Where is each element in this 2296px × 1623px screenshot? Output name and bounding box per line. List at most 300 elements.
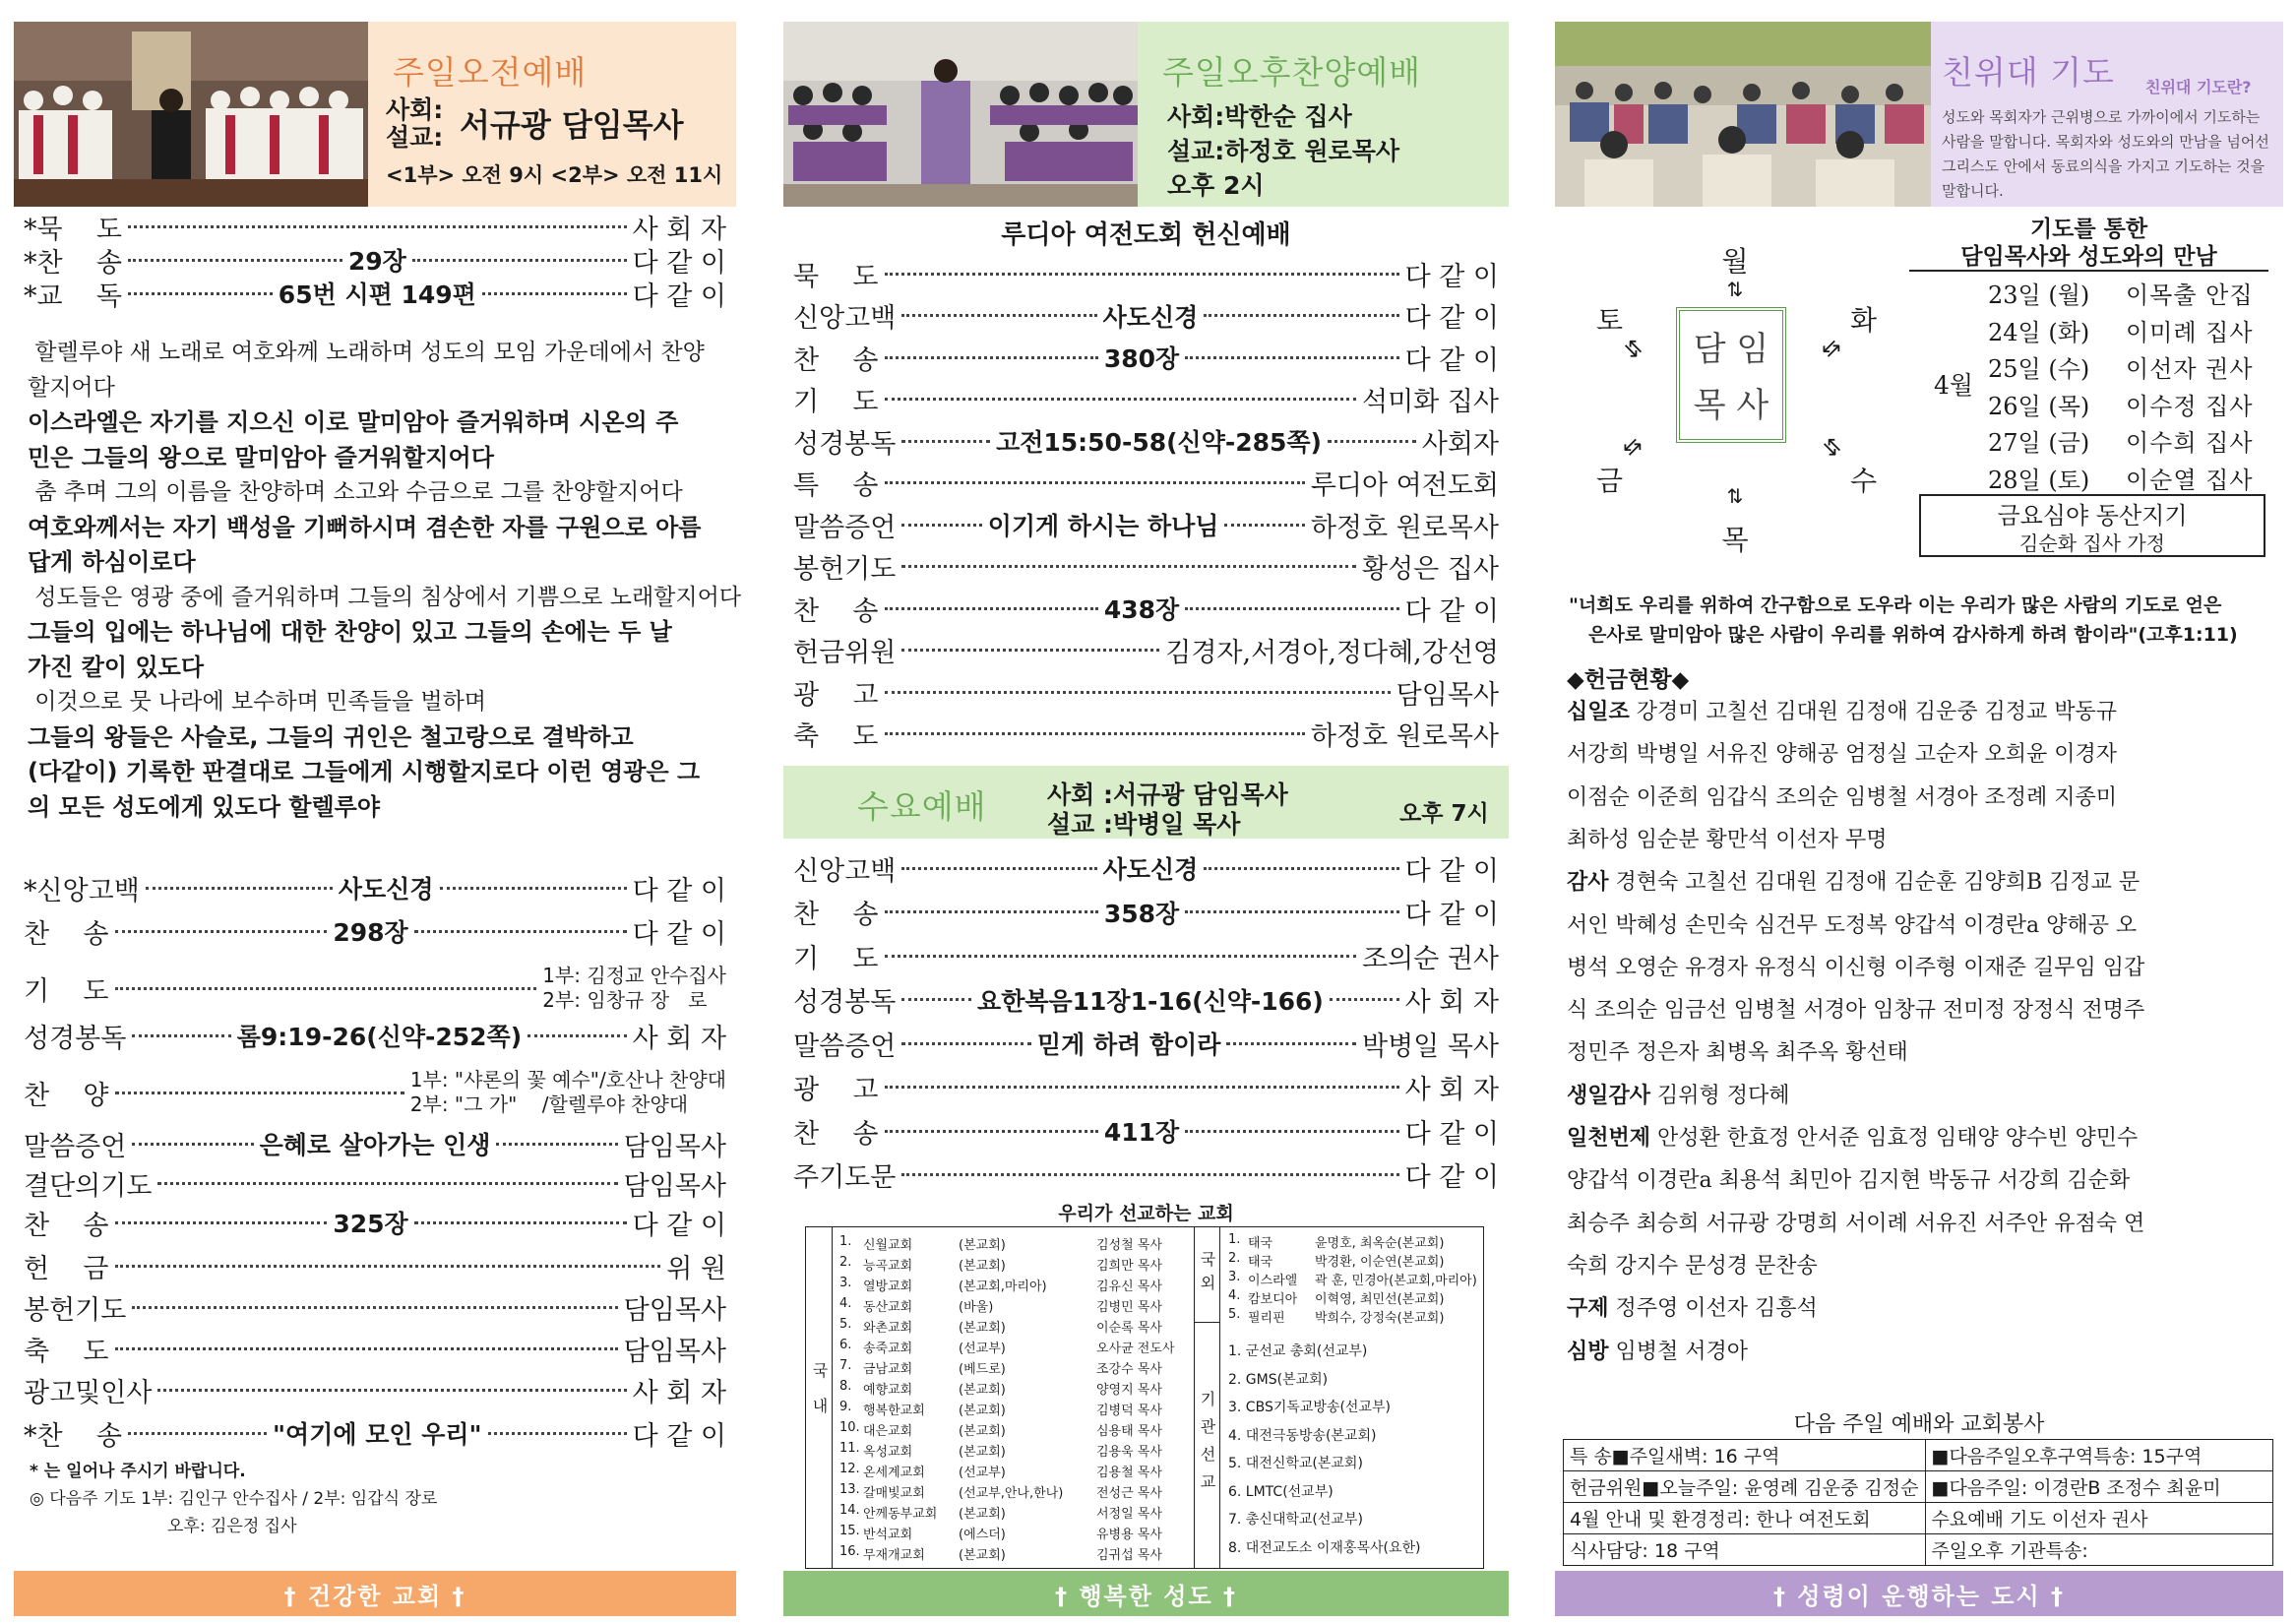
order-person: 김경자,서경아,정다혜,강선영	[1165, 638, 1499, 668]
domestic-label: 국내	[807, 1226, 833, 1569]
order-label: 축 도	[24, 1336, 109, 1367]
leader-dots	[115, 987, 537, 990]
order-person: 다 같 이	[632, 281, 726, 312]
leader-dots	[901, 649, 1159, 652]
domestic-cell: 조강수 목사	[1096, 1362, 1162, 1377]
morning-preacher: 서규광 담임목사	[460, 106, 684, 144]
order-label: *교 독	[24, 281, 122, 312]
order-row	[24, 1372, 726, 1407]
order-label: 봉헌기도	[793, 554, 897, 585]
order-row	[24, 276, 726, 311]
next-week-row	[1564, 1440, 2273, 1471]
order-row	[24, 1331, 726, 1366]
order-row	[793, 717, 1499, 752]
order-label: 헌 금	[24, 1253, 109, 1284]
reading-line: 의 모든 성도에게 있도다 할렐루야	[28, 792, 380, 821]
order-content: 411장	[1103, 1118, 1180, 1147]
org-item: 1. 군선교 총회(선교부)	[1228, 1343, 1368, 1359]
domestic-cell: 김성철 목사	[1096, 1238, 1162, 1253]
leader-dots	[885, 910, 1098, 913]
next-week-table	[1563, 1439, 2273, 1566]
leader-dots	[488, 1432, 627, 1435]
leader-dots	[901, 314, 1096, 317]
foreign-cell: 태국	[1248, 1236, 1273, 1251]
reading-line: 할렐루야 새 노래로 여호와께 노래하며 성도의 모임 가운데에서 찬양	[28, 340, 705, 365]
order-person: 다 같 이	[1404, 1162, 1499, 1193]
foreign-cell: 이스라엘	[1248, 1274, 1298, 1288]
offering-title: ◆헌금현황◆	[1567, 667, 1690, 693]
leader-dots	[1185, 607, 1398, 610]
diag-arrow-icon: ⇆	[1816, 334, 1847, 364]
next-week-row	[1564, 1503, 2273, 1534]
day-fri: 금	[1596, 465, 1624, 497]
domestic-cell: (본교회)	[959, 1548, 1006, 1563]
offering-line	[1567, 951, 2144, 981]
order-person: 하정호 원로목사	[1310, 721, 1499, 752]
meeting-title-1: 기도를 통한	[2029, 217, 2148, 242]
leader-dots	[1185, 910, 1398, 913]
schedule-date: 24일 (화)	[1988, 318, 2090, 346]
next-week-cell: ■다음주일: 이경란B 조정수 최윤미	[1925, 1471, 2273, 1503]
leader-dots	[414, 930, 627, 933]
next-week-cell: 수요예배 기도 이선자 권사	[1925, 1503, 2273, 1534]
order-person: 사회자	[1421, 428, 1499, 460]
offering-line	[1567, 780, 2117, 811]
domestic-cell: 김귀섭 목사	[1096, 1548, 1162, 1563]
offering-names: 병석 오영순 유경자 유정식 이신형 이주형 이재준 길무임 임갑	[1567, 955, 2145, 980]
order-label: 주기도문	[793, 1162, 897, 1193]
order-label: 축 도	[793, 721, 879, 752]
leader-dots	[901, 440, 990, 443]
desc-line: 사람을 말합니다. 목회자와 성도와의 만남을 넘어선	[1942, 133, 2269, 151]
next-week-cell: 특 송■주일새벽: 16 구역	[1564, 1440, 1926, 1471]
order-content: 사도신경	[1102, 855, 1199, 884]
order-person: 담임목사	[623, 1336, 726, 1367]
leader-dots	[1185, 356, 1398, 359]
offering-names: 양갑석 이경란a 최용석 최민아 김지현 박동규 서강희 김순화	[1567, 1168, 2131, 1194]
prayer-title: 친위대 기도	[1942, 53, 2115, 92]
order-label: *신앙고백	[24, 875, 140, 906]
leader-dots	[527, 1034, 626, 1037]
next-week-cell: 주일오후 기관특송:	[1925, 1534, 2273, 1566]
order-row	[24, 870, 726, 905]
leader-dots	[157, 1182, 617, 1185]
diag-arrow-icon: ⇆	[1617, 334, 1648, 364]
footer-spirit-city: † 성령이 운행하는 도시 †	[1555, 1571, 2283, 1616]
next-week-cell: 4월 안내 및 환경정리: 한나 여전도회	[1564, 1503, 1926, 1534]
order-label: 찬 양	[24, 1080, 109, 1111]
order-person: 사 회 자	[1404, 1075, 1499, 1105]
next-week-row	[1564, 1471, 2273, 1503]
schedule-name: 이수희 집사	[2126, 429, 2254, 457]
leader-dots	[482, 292, 627, 295]
domestic-cell: 대은교회	[863, 1424, 913, 1439]
leader-dots	[885, 607, 1098, 610]
desc-line: 성도와 목회자가 근위병으로 가까이에서 기도하는	[1942, 108, 2261, 126]
order-label: 찬 송	[24, 1210, 109, 1241]
domestic-cell: 옥성교회	[863, 1445, 913, 1460]
order-row	[24, 209, 726, 244]
order-row	[793, 1026, 1499, 1061]
order-label: 기 도	[24, 975, 109, 1007]
order-label: 찬 송	[24, 918, 109, 950]
leader-dots	[1204, 314, 1398, 317]
desc-line: 그리스도 안에서 동료의식을 가지고 기도하는 것을	[1942, 157, 2265, 175]
offering-line	[1567, 695, 2117, 725]
leader-dots	[901, 1042, 1031, 1045]
day-wed: 수	[1850, 465, 1878, 497]
footer-healthy-church: † 건강한 교회 †	[14, 1571, 736, 1616]
domestic-cell: (바울)	[959, 1300, 994, 1315]
prayer-meeting-photo	[1555, 22, 1931, 207]
wednesday-preacher: 설교 :박병일 목사	[1047, 810, 1241, 839]
domestic-cell: (선교부)	[959, 1466, 1006, 1480]
domestic-cell: (본교회)	[959, 1321, 1006, 1336]
order-label: 봉헌기도	[24, 1294, 127, 1326]
afternoon-time: 오후 2시	[1167, 171, 1265, 200]
domestic-cell: 3.	[839, 1276, 852, 1290]
order-content: "여기에 모인 우리"	[273, 1420, 482, 1449]
order-content: 380장	[1103, 344, 1180, 373]
offering-line	[1567, 1207, 2144, 1237]
order-part2: 2부: 임창규 장 로	[542, 988, 708, 1012]
order-content: 이기게 하시는 하나님	[987, 512, 1219, 540]
schedule-date: 23일 (월)	[1988, 281, 2090, 309]
offering-names: 경현숙 고칠선 김대원 김정애 김순훈 김양희B 김정교 문	[1608, 870, 2141, 896]
next-prayer-note: ◎ 다음주 기도 1부: 김인구 안수집사 / 2부: 임갑식 장로	[30, 1489, 438, 1509]
order-row	[793, 1157, 1499, 1193]
reading-line: 가진 칼이 있도다	[28, 653, 204, 681]
schedule-date: 27일 (금)	[1988, 429, 2090, 457]
order-row	[793, 982, 1499, 1018]
leader-dots	[885, 398, 1357, 401]
order-label: 신앙고백	[793, 303, 897, 334]
order-person: 사 회 자	[632, 214, 726, 245]
domestic-cell: 금남교회	[863, 1362, 913, 1377]
domestic-cell: 김병민 목사	[1096, 1300, 1162, 1315]
order-person: 다 같 이	[632, 918, 727, 950]
order-person: 석미화 집사	[1362, 387, 1499, 417]
offering-names: 숙희 강지수 문성경 문찬송	[1567, 1253, 1818, 1279]
leader-dots	[115, 1265, 661, 1268]
order-person: 조의순 권사	[1362, 943, 1499, 974]
diag-arrow-icon: ⇆	[1617, 432, 1648, 463]
order-row	[24, 1065, 726, 1120]
offering-line	[1567, 1291, 1818, 1322]
order-content: 29장	[347, 247, 406, 276]
order-row	[24, 1248, 726, 1283]
leader-dots	[885, 691, 1391, 694]
order-row	[793, 633, 1499, 668]
reading-line: 그들의 입에는 하나님에 대한 찬양이 있고 그들의 손에는 두 날	[28, 618, 672, 646]
domestic-cell: 안께동부교회	[863, 1507, 938, 1522]
schedule-date: 28일 (토)	[1988, 466, 2090, 494]
domestic-cell: 4.	[839, 1296, 852, 1311]
domestic-cell: (선교부,안나,한나)	[959, 1486, 1064, 1501]
domestic-cell: (본교회)	[959, 1404, 1006, 1418]
offering-line	[1567, 1249, 1818, 1280]
order-person: 사 회 자	[1404, 987, 1500, 1018]
leader-dots	[1185, 1130, 1398, 1133]
offering-line	[1567, 1163, 2130, 1194]
leader-dots	[132, 1143, 253, 1146]
wednesday-leader: 사회 :서규광 담임목사	[1047, 780, 1288, 809]
offering-category: 생일감사	[1567, 1083, 1651, 1108]
order-person: 위 원	[666, 1253, 726, 1284]
leader-dots	[496, 1143, 617, 1146]
domestic-cell: 6.	[839, 1338, 852, 1352]
afternoon-preacher: 설교:하정호 원로목사	[1167, 137, 1400, 165]
domestic-cell: 9.	[839, 1400, 852, 1414]
reading-line: 이것으로 뭇 나라에 보수하며 민족들을 벌하며	[28, 689, 487, 715]
order-row	[793, 938, 1499, 973]
afternoon-subtitle: 루디아 여전도회 헌신예배	[1001, 220, 1291, 250]
domestic-cell: 16.	[839, 1544, 860, 1559]
order-label: 광 고	[793, 1075, 879, 1105]
next-week-title: 다음 주일 예배와 교회봉사	[1793, 1412, 2045, 1437]
order-person: 사 회 자	[632, 1377, 726, 1408]
stand-note: * 는 일어나 주시기 바랍니다.	[30, 1462, 246, 1481]
arrow-up-down-icon: ⇅	[1726, 278, 1744, 301]
order-person: 다 같 이	[1404, 261, 1499, 292]
leader-dots	[885, 1086, 1399, 1089]
order-label: 기 도	[793, 943, 879, 974]
order-person: 박병일 목사	[1362, 1030, 1500, 1062]
schedule-date: 26일 (목)	[1988, 392, 2090, 420]
domestic-cell: 무재개교회	[863, 1548, 925, 1563]
desc-line: 말합니다.	[1942, 182, 2004, 200]
leader-label: 사회:	[386, 95, 444, 124]
order-label: 말씀증언	[24, 1131, 127, 1162]
leader-dots	[901, 565, 1356, 568]
footer-happy-saints: † 행복한 성도 †	[783, 1571, 1509, 1616]
offering-names: 정민주 정은자 최병옥 최주옥 황선태	[1567, 1040, 1908, 1066]
leader-dots	[885, 955, 1357, 958]
org-item: 5. 대전신학교(본교회)	[1228, 1456, 1363, 1471]
org-item: 7. 총신대학교(선교부)	[1228, 1512, 1363, 1528]
order-label: 성경봉독	[24, 1023, 127, 1054]
domestic-cell: 반석교회	[863, 1528, 913, 1542]
domestic-cell: 1.	[839, 1234, 852, 1249]
domestic-cell: 예향교회	[863, 1383, 913, 1398]
afternoon-leader: 사회:박한순 집사	[1167, 102, 1352, 131]
domestic-cell: 능곡교회	[863, 1259, 913, 1274]
domestic-cell: (본교회)	[959, 1259, 1006, 1274]
domestic-cell: 와촌교회	[863, 1321, 913, 1336]
order-row	[793, 1113, 1499, 1149]
order-person: 다 같 이	[632, 247, 726, 279]
arrow-up-down-icon: ⇅	[1726, 484, 1744, 508]
offering-names: 김위형 정다혜	[1650, 1083, 1790, 1108]
order-row	[24, 242, 726, 278]
domestic-cell: 13.	[839, 1482, 860, 1497]
order-person: 담임목사	[623, 1170, 726, 1202]
leader-dots	[132, 1034, 230, 1037]
domestic-cell: (본교회)	[959, 1507, 1006, 1522]
order-person: 담임목사	[623, 1294, 726, 1326]
order-row	[24, 1415, 726, 1451]
order-row	[793, 507, 1499, 542]
day-mon: 월	[1721, 245, 1749, 278]
order-part1: 1부: "샤론의 꽃 예수"/호산나 찬양대	[409, 1068, 726, 1092]
foreign-cell: 박희수, 강정숙(본교회)	[1315, 1311, 1445, 1326]
offering-names: 서강희 박병일 서유진 양해공 엄정실 고순자 오희윤 이경자	[1567, 742, 2118, 768]
domestic-cell: (선교부)	[959, 1342, 1006, 1356]
order-person: 다 같 이	[1404, 855, 1500, 887]
day-thu: 목	[1721, 524, 1749, 556]
offering-line	[1567, 865, 2140, 896]
org-item: 6. LMTC(선교부)	[1228, 1483, 1334, 1500]
foreign-cell: 윤명호, 최옥순(본교회)	[1315, 1236, 1445, 1251]
order-label: 헌금위원	[793, 638, 897, 668]
domestic-cell: 12.	[839, 1462, 860, 1476]
order-content: 325장	[333, 1210, 408, 1238]
org-item: 2. GMS(본교회)	[1228, 1371, 1329, 1388]
domestic-cell: 7.	[839, 1358, 852, 1373]
domestic-cell: 송죽교회	[863, 1342, 913, 1356]
order-row	[24, 1018, 726, 1053]
leader-dots	[901, 998, 971, 1001]
org-item: 3. CBS기독교방송(선교부)	[1228, 1400, 1391, 1415]
next-week-cell: 식사담당: 18 구역	[1564, 1534, 1926, 1566]
foreign-cell: 박경환, 이순연(본교회)	[1315, 1255, 1445, 1270]
schedule-name: 이순열 집사	[2126, 466, 2254, 494]
domestic-cell: 14.	[839, 1503, 860, 1518]
offering-category: 구제	[1567, 1296, 1609, 1322]
foreign-cell: 4.	[1228, 1288, 1241, 1303]
order-label: 기 도	[793, 387, 879, 417]
afternoon-title: 주일오후찬양예배	[1162, 53, 1422, 92]
morning-service-column	[14, 22, 742, 1616]
pastor-center-2: 목 사	[1693, 386, 1769, 425]
domestic-cell: 신월교회	[863, 1238, 913, 1253]
leader-dots	[1226, 1042, 1356, 1045]
order-row	[24, 1165, 726, 1201]
preacher-label: 설교:	[386, 123, 444, 152]
domestic-cell: (본교회)	[959, 1424, 1006, 1439]
leader-dots	[128, 1432, 267, 1435]
order-multi	[542, 964, 726, 1013]
order-content: 사도신경	[338, 875, 434, 904]
reading-line: 할지어다	[28, 374, 115, 401]
leader-dots	[128, 292, 273, 295]
offering-line	[1567, 1121, 2138, 1152]
domestic-cell: 양영지 목사	[1096, 1383, 1162, 1398]
org-label: 기관선교	[1195, 1323, 1220, 1569]
order-row	[24, 1205, 726, 1240]
pastor-center-1: 담 임	[1693, 330, 1769, 369]
order-row	[793, 591, 1499, 626]
order-content: 고전15:50-58(신약-285쪽)	[996, 428, 1322, 457]
domestic-cell: 동산교회	[863, 1300, 913, 1315]
order-row	[793, 256, 1499, 291]
offering-names: 정주영 이선자 김흥석	[1608, 1296, 1818, 1322]
order-person: 다 같 이	[1404, 1118, 1500, 1150]
order-label: 찬 송	[793, 900, 879, 930]
order-content: 은혜로 살아가는 인생	[259, 1131, 491, 1159]
schedule-name: 이수정 집사	[2126, 392, 2254, 420]
order-person: 담임목사	[623, 1131, 727, 1162]
domestic-cell: 김병덕 목사	[1096, 1404, 1162, 1418]
foreign-cell: 태국	[1248, 1255, 1273, 1270]
wednesday-time: 오후 7시	[1399, 801, 1489, 827]
prayer-question: 친위대 기도란?	[2145, 78, 2252, 96]
order-person: 다 같 이	[1404, 344, 1500, 376]
order-row	[793, 298, 1499, 334]
order-content: 롬9:19-26(신약-252쪽)	[236, 1023, 523, 1051]
domestic-cell: 온세계교회	[863, 1466, 925, 1480]
foreign-cell: 곽 훈, 민경아(본교회,마리아)	[1315, 1274, 1477, 1288]
next-week-row	[1564, 1534, 2273, 1566]
order-row	[793, 1070, 1499, 1105]
domestic-cell: (본교회)	[959, 1238, 1006, 1253]
offering-names: 임병철 서경아	[1608, 1339, 1749, 1364]
next-week-cell: 헌금위원■오늘주일: 윤영례 김운중 김정순	[1564, 1471, 1926, 1503]
leader-dots	[885, 732, 1305, 735]
order-row	[793, 382, 1499, 417]
domestic-cell: 8.	[839, 1379, 852, 1394]
domestic-cell: (본교회)	[959, 1445, 1006, 1460]
order-label: 말씀증언	[793, 512, 897, 543]
leader-dots	[115, 930, 328, 933]
reading-line: 여호와께서는 자기 백성을 기뻐하시며 겸손한 자를 구원으로 아름	[28, 513, 702, 541]
leader-dots	[885, 273, 1399, 276]
offering-names: 식 조의순 임금선 임병철 서경아 임창규 전미정 장정식 전명주	[1567, 998, 2145, 1024]
domestic-cell: 김용욱 목사	[1096, 1445, 1162, 1460]
order-content: 사도신경	[1102, 302, 1199, 332]
reading-line: (다같이) 기록한 판결대로 그들에게 시행할지로다 이런 영광은 그	[28, 758, 701, 785]
leader-dots	[1224, 524, 1304, 527]
leader-dots	[115, 1347, 618, 1350]
offering-line	[1567, 908, 2137, 939]
leader-dots	[414, 1221, 627, 1224]
order-label: 성경봉독	[793, 428, 897, 460]
order-label: *묵 도	[24, 214, 122, 245]
order-row	[24, 1126, 726, 1161]
wednesday-title: 수요예배	[857, 787, 987, 826]
domestic-cell: (본교회)	[959, 1383, 1006, 1398]
offering-line	[1567, 993, 2144, 1024]
domestic-cell: 2.	[839, 1255, 852, 1270]
order-content: 358장	[1103, 899, 1180, 928]
domestic-cell: (베드로)	[959, 1362, 1006, 1377]
order-label: 광 고	[793, 679, 879, 711]
order-part1: 1부: 김정교 안수집사	[542, 964, 726, 987]
foreign-cell: 필리핀	[1248, 1311, 1285, 1326]
offering-category: 감사	[1567, 870, 1609, 896]
domestic-cell: (에스더)	[959, 1528, 1006, 1542]
offering-names: 안성환 한효정 안서준 임효정 임태양 양수빈 양민수	[1650, 1126, 2139, 1151]
day-tue: 화	[1850, 304, 1878, 337]
order-person: 다 같 이	[632, 875, 727, 906]
order-content: 438장	[1103, 595, 1180, 624]
order-person: 다 같 이	[1404, 900, 1500, 930]
domestic-cell: 행복한교회	[863, 1404, 925, 1418]
order-person: 다 같 이	[632, 1210, 727, 1241]
leader-dots	[901, 1173, 1398, 1176]
order-label: 결단의기도	[24, 1170, 153, 1202]
order-person: 루디아 여전도회	[1310, 470, 1499, 501]
leader-dots	[115, 1092, 404, 1094]
foreign-label: 국외	[1195, 1226, 1220, 1323]
order-row	[793, 549, 1499, 585]
domestic-cell: 서정일 목사	[1096, 1507, 1162, 1522]
leader-dots	[132, 1306, 617, 1309]
order-person: 다 같 이	[1404, 595, 1500, 627]
offering-names: 이점순 이준희 임갑식 조의순 임병철 서경아 조정례 지종미	[1567, 784, 2118, 810]
choir-photo	[14, 22, 368, 207]
order-multi	[410, 1068, 726, 1117]
